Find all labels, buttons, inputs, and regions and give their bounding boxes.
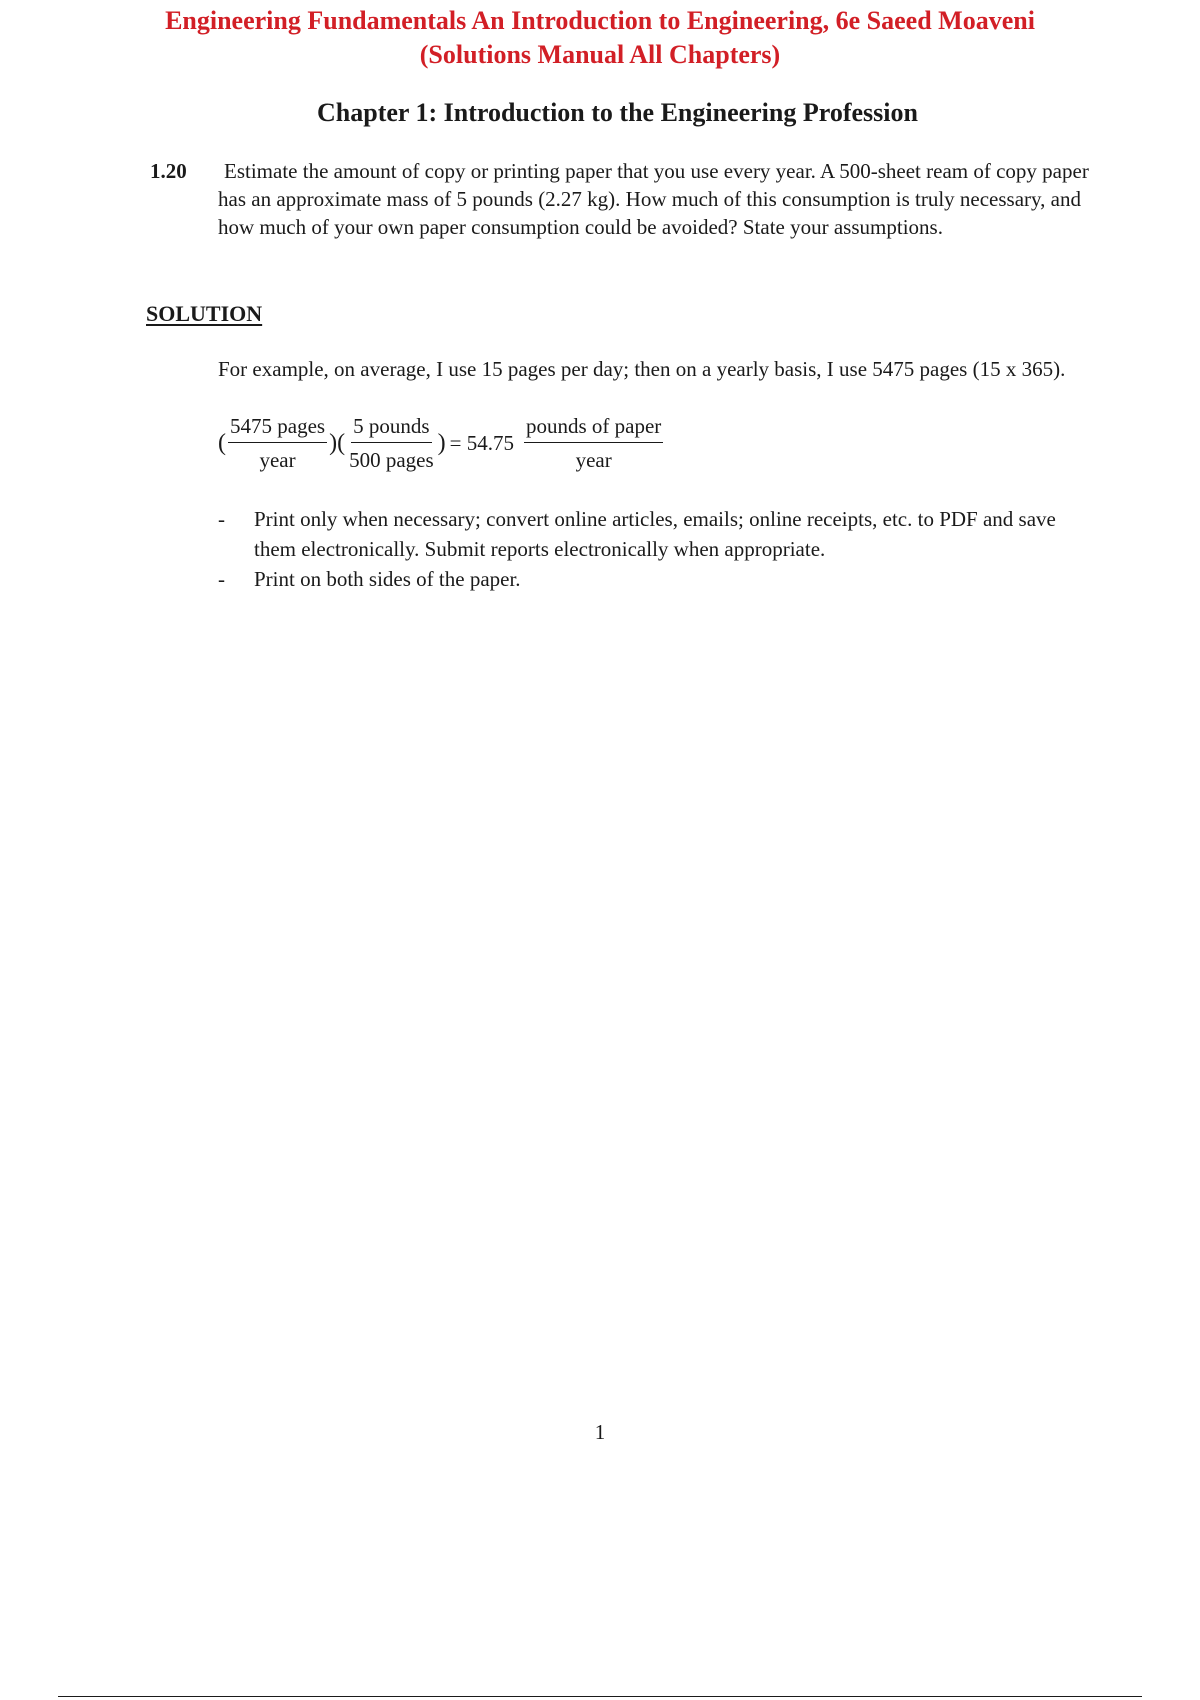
problem-number: 1.20 bbox=[150, 159, 187, 183]
list-item bbox=[218, 564, 1098, 594]
fraction-numerator: 5475 pages bbox=[228, 413, 327, 443]
equation-open-paren: ( bbox=[218, 430, 226, 456]
page-bottom-rule bbox=[58, 1696, 1142, 1697]
equation-result-value: = 54.75 bbox=[449, 430, 514, 455]
fraction-numerator: 5 pounds bbox=[351, 413, 431, 443]
equation-middle-parens: )( bbox=[329, 430, 346, 456]
equation-close-paren: ) bbox=[437, 430, 446, 456]
solution-heading: SOLUTION bbox=[146, 301, 263, 326]
fraction-result-units bbox=[524, 413, 663, 473]
list-item-text: Print on both sides of the paper. bbox=[254, 567, 521, 591]
fraction-denominator: year bbox=[259, 448, 296, 472]
fraction-pounds-per-pages bbox=[347, 413, 436, 473]
bullet-dash: - bbox=[218, 567, 225, 591]
fraction-denominator: year bbox=[575, 448, 612, 472]
list-item bbox=[218, 504, 1098, 564]
fraction-pages-per-year bbox=[228, 413, 327, 473]
solution-intro: For example, on average, I use 15 pages per day; then on a yearly basis, I use 5475 pages (15 x 365). bbox=[218, 357, 1066, 381]
document-title: Engineering Fundamentals An Introduction to Engineering, 6e Saeed Moaveni (Solutions Manual All Chapters) bbox=[165, 6, 1035, 69]
paper-mass-equation bbox=[218, 411, 665, 475]
list-item-text: Print only when necessary; convert online articles, emails; online receipts, etc. to PDF and save them electronically. Submit reports electronically when appropriate. bbox=[254, 507, 1056, 561]
fraction-numerator: pounds of paper bbox=[524, 413, 663, 443]
fraction-denominator: 500 pages bbox=[349, 448, 434, 472]
chapter-heading: Chapter 1: Introduction to the Engineering Profession bbox=[317, 98, 918, 127]
bullet-dash: - bbox=[218, 507, 225, 531]
problem-text: Estimate the amount of copy or printing paper that you use every year. A 500-sheet ream of copy paper has an approximate mass of 5 pounds (2.27 kg). How much of this consumption is truly necessary, and how much of your own paper consumption could be avoided? State your assumptions. bbox=[218, 159, 1089, 239]
recommendation-list bbox=[218, 504, 1098, 594]
page-number: 1 bbox=[594, 1420, 606, 1444]
